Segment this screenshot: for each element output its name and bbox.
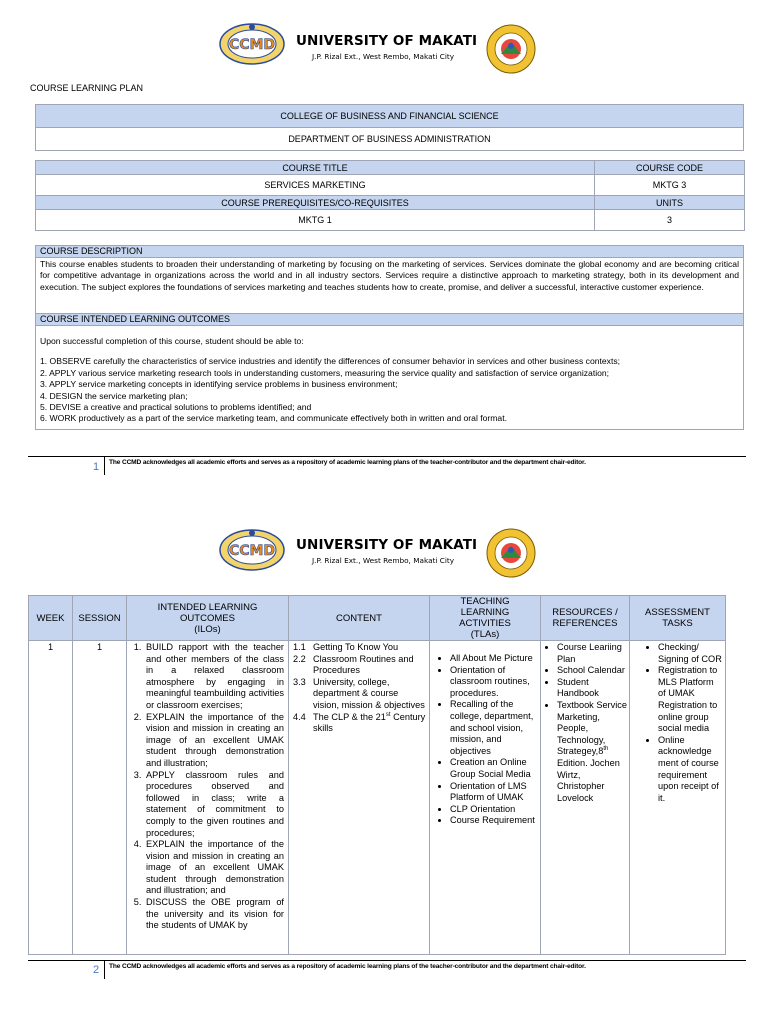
university-address: J.P. Rizal Ext., West Rembo, Makati City [312,556,455,565]
week-cell: 1 [29,641,73,955]
content-num: 4.4 [293,711,306,722]
resource-item: • Textbook Service Marketing, People, Technology, Strategey,8th Edition. Jochen Wirtz, Christopher Lovelock [557,700,627,804]
page2-number: 2 [93,964,100,976]
assessment-item: • Online acknowledge ment of course requirement upon receipt of it. [658,735,723,805]
resource-item: • Student Handbook [557,677,627,700]
content-item [293,654,426,677]
col-assessment-line: ASSESSMENT [645,607,710,618]
col-tlas-line: (TLAs) [470,629,500,640]
content-item [293,642,426,654]
college-table [35,104,744,151]
course-code: MKTG 3 [595,175,745,196]
session-cell: 1 [73,641,127,955]
tlas-cell [430,641,541,955]
page1-footer-rule [28,456,746,457]
units-label: UNITS [595,196,745,210]
assessment-list [630,642,725,804]
ccmd-logo [218,528,286,572]
col-tlas-line: ACTIVITIES [459,618,511,629]
document-label: COURSE LEARNING PLAN [30,83,144,93]
course-code-label: COURSE CODE [595,161,745,175]
table-row [29,641,726,955]
department-name: DEPARTMENT OF BUSINESS ADMINISTRATION [36,128,744,151]
ilo-item: 2. EXPLAIN the importance of the vision and mission in creating an image of an excellent UMAK student through demonstration and illustration; [144,712,284,770]
content-list [289,641,429,735]
page1-footer-text: The CCMD acknowledges all academic efforts and serves as a repository of academic learning plans of the teacher-contributor and the department chair-editor. [109,459,586,466]
ilo-item: 3. APPLY classroom rules and procedures observed and followed in class; write a statement of commitment to comply to the given routines and procedures; [144,770,284,840]
content-text: Classroom Routines and Procedures [313,653,414,676]
col-ilos-line: INTENDED LEARNING [157,601,258,613]
col-resources-line: RESOURCES / [552,607,618,618]
tlas-list [430,653,540,827]
col-tlas-line: TEACHING [460,596,510,607]
university-name: UNIVERSITY OF MAKATI [296,33,478,49]
ilos-cell [127,641,289,955]
outcome-item: 1. OBSERVE carefully the characteristics of service industries and identify the differences of consumer behavior in services and other business contexts; [40,356,621,367]
resource-item: • School Calendar [557,665,627,677]
ilos-list [127,642,288,932]
col-session: SESSION [73,596,127,641]
col-assessment [630,596,726,641]
outcomes-intro: Upon successful completion of this course, student should be able to: [40,336,304,346]
ilo-item: 1. BUILD rapport with the teacher and other members of the class in a relaxed classroom atmosphere by engaging in meaningful teambuilding activities or classroom exercises; [144,642,284,712]
outcomes-label: COURSE INTENDED LEARNING OUTCOMES [35,314,744,326]
outcome-item: 4. DESIGN the service marketing plan; [40,390,188,401]
resources-list [541,642,629,804]
course-description-text: This course enables students to broaden their understanding of marketing by focusing on the marketing of services. Services dominate the global economy and are becoming critical for competitive advantage in organizations across the world and in all industry sectors. Services require a distinctive approach to marketing strategy, both in its development and execution. The subject explores the foundations of services marketing and teaches students how to create, promise, and deliver a successful, interactive customer experience. [35,258,744,314]
col-content: CONTENT [289,596,430,641]
content-num: 1.1 [293,642,306,652]
col-tlas-line: LEARNING [460,607,510,618]
content-text: University, college, department & course vision, mission & objectives [313,676,425,710]
page2-footer-rule [28,960,746,961]
course-title-label: COURSE TITLE [36,161,595,175]
ccmd-logo [218,22,286,66]
content-text: Getting To Know You [313,642,399,652]
col-resources [541,596,630,641]
units-value: 3 [595,210,745,231]
course-info-table [35,160,745,231]
tla-item: • All About Me Picture [450,653,536,665]
prereq-value: MKTG 1 [36,210,595,231]
tla-item: • Course Requirement [450,815,536,827]
col-tlas [430,596,541,641]
resources-cell [541,641,630,955]
course-title: SERVICES MARKETING [36,175,595,196]
weekly-plan-table [28,595,726,955]
col-ilos-line: OUTCOMES [180,612,235,624]
tla-item: • Orientation of classroom routines, procedures. [450,665,536,700]
course-description-label: COURSE DESCRIPTION [35,245,744,258]
page1-footer-divider [104,457,105,475]
page2-footer-text: The CCMD acknowledges all academic efforts and serves as a repository of academic learning plans of the teacher-contributor and the department chair-editor. [109,963,586,970]
university-address: J.P. Rizal Ext., West Rembo, Makati City [312,52,455,61]
course-description-section [35,245,744,430]
outcome-item: 2. APPLY various service marketing research tools in understanding customers, measuring the service quality and satisfaction of service organization; [40,367,610,378]
page2-header [0,520,768,580]
outcome-item: 5. DEVISE a creative and practical solutions to problems identified; and [40,402,312,413]
ilo-item: 5. DISCUSS the OBE program of the university and its vision for the students of UMAK by [144,897,284,932]
college-name: COLLEGE OF BUSINESS AND FINANCIAL SCIENCE [36,105,744,128]
content-num: 3.3 [293,676,306,687]
svg-text:CCMD: CCMD [228,543,276,559]
umak-seal [486,528,536,578]
tla-item: • CLP Orientation [450,804,536,816]
page2-footer-divider [104,961,105,979]
svg-text:CCMD: CCMD [228,37,276,53]
tla-item: • Orientation of LMS Platform of UMAK [450,781,536,804]
prereq-label: COURSE PREREQUISITES/CO-REQUISITES [36,196,595,210]
tla-item: • Creation an Online Group Social Media [450,757,536,780]
tla-item: • Recalling of the college, department, and school vision, mission, and objectives [450,699,536,757]
outcome-item: 3. APPLY service marketing concepts in identifying service problems in business environment; [40,379,398,390]
assessment-item: • Checking/ Signing of COR [658,642,723,665]
content-cell [289,641,430,955]
col-week: WEEK [29,596,73,641]
content-item [293,712,426,735]
umak-seal [486,24,536,74]
content-text: The CLP & the 21st Century skills [313,711,426,734]
assessment-item: • Registration to MLS Platform of UMAK Registration to online group social media [658,665,723,735]
assessment-cell [630,641,726,955]
university-name: UNIVERSITY OF MAKATI [296,537,478,553]
col-resources-line: REFERENCES [552,618,618,629]
col-ilos [127,596,289,641]
resource-item: • Course Leariing Plan [557,642,627,665]
outcomes-box [35,326,744,430]
ilo-item: 4. EXPLAIN the importance of the vision and mission in creating an image of an excellent UMAK student through demonstration and illustration; and [144,839,284,897]
content-item [293,677,426,712]
page1-number: 1 [93,461,100,473]
outcome-item: 6. WORK productively as a part of the service marketing team, and communicate effectively both in written and oral format. [40,413,507,424]
col-ilos-line: (ILOs) [194,623,221,635]
page1-header [0,0,768,80]
content-num: 2.2 [293,653,306,664]
col-assessment-line: TASKS [662,618,693,629]
